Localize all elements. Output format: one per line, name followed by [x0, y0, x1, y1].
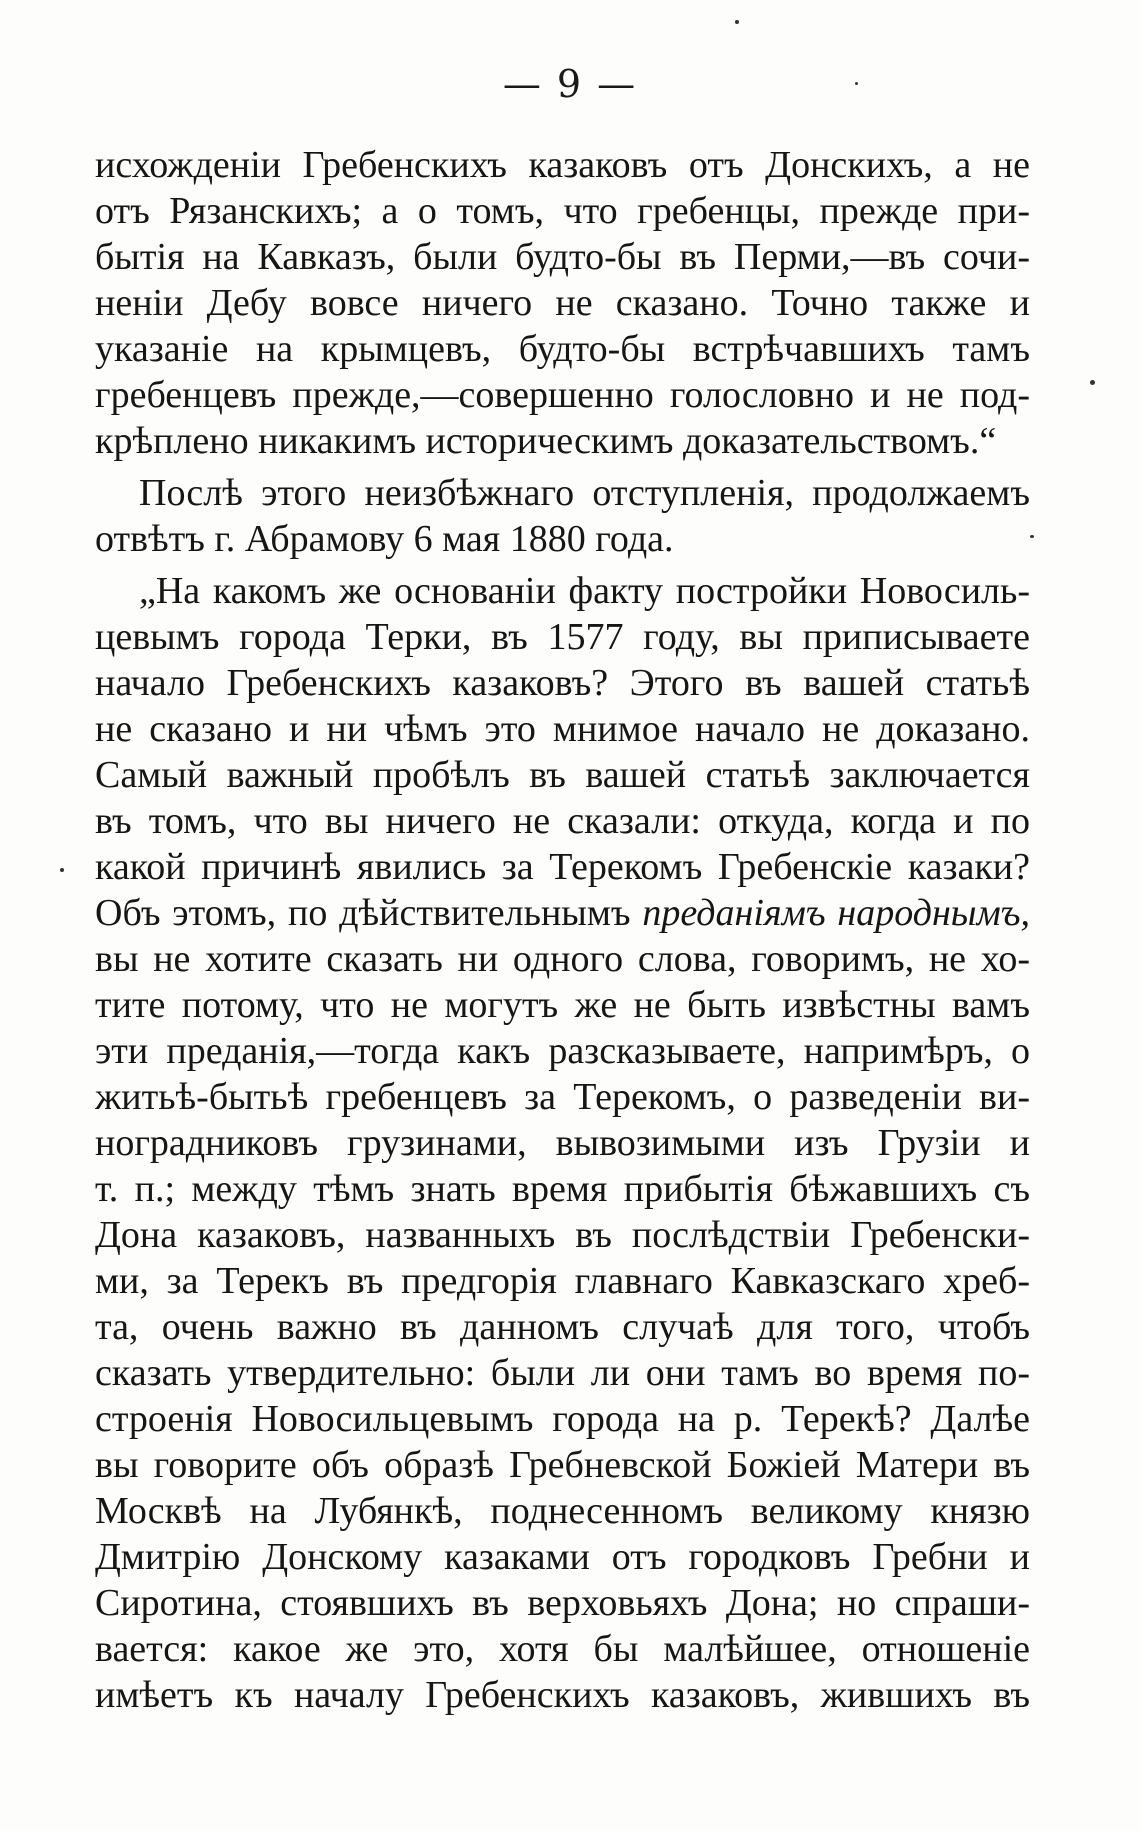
text-line: Послѣ этого неизбѣжнаго отступленiя, продолжаемъ: [139, 472, 1030, 514]
text-line: бытiя на Кавказъ, были будто-бы въ Перми,—въ сочи-: [95, 236, 1030, 278]
text-segment: Объ этомъ, по дѣйствительнымъ: [95, 892, 631, 934]
text-line: ми, за Терекъ въ предгорiя главнаго Кавказскаго хреб-: [95, 1260, 1030, 1302]
text-line: т. п.; между тѣмъ знать время прибытiя бѣжавшихъ съ: [95, 1168, 1030, 1210]
text-line: Москвѣ на Лубянкѣ, поднесенномъ великому князю: [95, 1490, 1030, 1532]
text-line: житьѣ-бытьѣ гребенцевъ за Терекомъ, о разведенiи ви-: [95, 1076, 1030, 1118]
text-line: имѣетъ къ началу Гребенскихъ казаковъ, жившихъ въ: [95, 1674, 1030, 1716]
scan-speck: [1030, 535, 1034, 538]
text-line: вается: какое же это, хотя бы малѣйшее, отношенiе: [95, 1628, 1030, 1670]
scan-speck: [60, 868, 64, 872]
text-line: не сказано и ни чѣмъ это мнимое начало не доказано.: [95, 708, 1030, 750]
text-line: Самый важный пробѣлъ въ вашей статьѣ заключается: [95, 754, 1030, 796]
text-line: отъ Рязанскихъ; а о томъ, что гребенцы, прежде при-: [95, 190, 1030, 232]
text-line: крѣплено никакимъ историческимъ доказательствомъ.“: [95, 420, 997, 462]
text-line-with-emphasis: [95, 890, 1030, 936]
text-line: гребенцевъ прежде,—совершенно голословно и не под-: [95, 374, 1030, 416]
italic-phrase: преданiямъ народнымъ,: [642, 892, 1030, 934]
text-line: начало Гребенскихъ казаковъ? Этого въ вашей статьѣ: [95, 662, 1030, 704]
text-line: та, очень важно въ данномъ случаѣ для того, чтобъ: [95, 1306, 1030, 1348]
text-line: цевымъ города Терки, въ 1577 году, вы приписываете: [95, 616, 1030, 658]
scan-speck: [855, 82, 858, 85]
text-line: какой причинѣ явились за Терекомъ Гребенскiе казаки?: [95, 846, 1030, 888]
text-line: строенiя Новосильцевымъ города на р. Терекѣ? Далѣе: [95, 1398, 1030, 1440]
text-line: ненiи Дебу вовсе ничего не сказано. Точно также и: [95, 282, 1030, 324]
text-line: ноградниковъ грузинами, вывозимыми изъ Грузiи и: [95, 1122, 1030, 1164]
text-line: указанiе на крымцевъ, будто-бы встрѣчавшихъ тамъ: [95, 328, 1030, 370]
text-line: вы говорите объ образѣ Гребневской Божiей Матери въ: [95, 1444, 1030, 1486]
scan-speck: [1090, 380, 1095, 385]
body-text: [95, 142, 1030, 1718]
text-line: Дмитрiю Донскому казаками отъ городковъ Гребни и: [95, 1536, 1030, 1578]
text-line: Сиротина, стоявшихъ въ верховьяхъ Дона; но спраши-: [95, 1582, 1030, 1624]
text-line: въ томъ, что вы ничего не сказали: откуда, когда и по: [95, 800, 1030, 842]
text-line: „На какомъ же основанiи факту постройки Новосиль-: [139, 570, 1030, 612]
text-line: Дона казаковъ, названныхъ въ послѣдствiи Гребенски-: [95, 1214, 1030, 1256]
scan-speck: [735, 20, 739, 24]
text-line: эти преданiя,—тогда какъ разсказываете, напримѣръ, о: [95, 1030, 1030, 1072]
page-number: — 9 —: [502, 62, 638, 106]
text-line: вы не хотите сказать ни одного слова, говоримъ, не хо-: [95, 938, 1030, 980]
text-line: сказать утвердительно: были ли они тамъ во время по-: [95, 1352, 1030, 1394]
text-line: тите потому, что не могутъ же не быть извѣстны вамъ: [95, 984, 1030, 1026]
text-line: исхожденiи Гребенскихъ казаковъ отъ Донскихъ, а не: [95, 144, 1030, 186]
text-line: отвѣтъ г. Абрамову 6 мая 1880 года.: [95, 518, 674, 560]
